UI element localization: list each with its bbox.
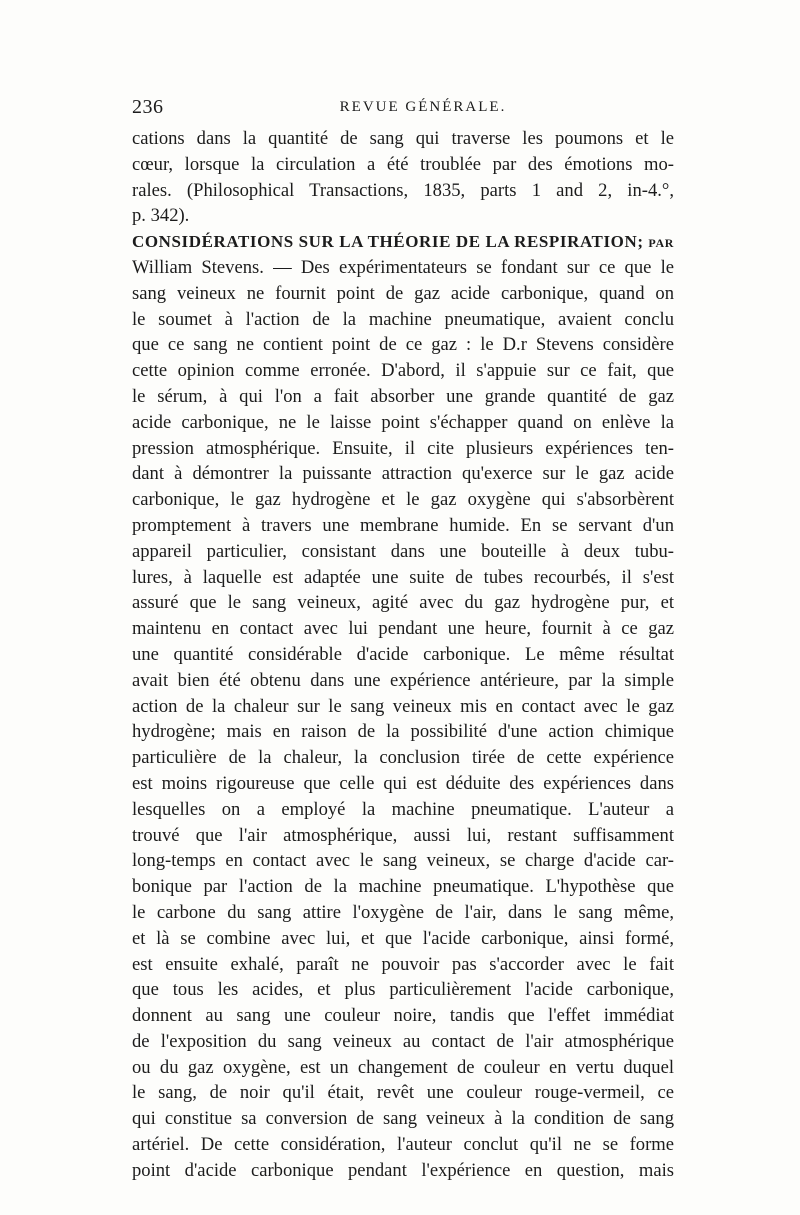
text-line: rales. (Philosophical Transactions, 1835, parts 1 and 2, in-4.°, xyxy=(132,179,674,201)
text-line: le sang, de noir qu'il était, revêt une couleur rouge-vermeil, ce xyxy=(132,1082,674,1104)
text-line: hydrogène; mais en raison de la possibilité d'une action chimique xyxy=(132,721,674,743)
text-line: lesquelles on a employé la machine pneumatique. L'auteur a xyxy=(132,798,674,820)
text-line: assuré que le sang veineux, agité avec du gaz hydrogène pur, et xyxy=(132,592,674,614)
text-line: et là se combine avec lui, et que l'acide carbonique, ainsi formé, xyxy=(132,927,674,949)
text-line: maintenu en contact avec lui pendant une heure, fournit à ce gaz xyxy=(132,618,674,640)
text-line: action de la chaleur sur le sang veineux mis en contact avec le gaz xyxy=(132,695,674,717)
text-line: donnent au sang une couleur noire, tandis que l'effet immédiat xyxy=(132,1005,674,1027)
text-line: cœur, lorsque la circulation a été troublée par des émotions mo- xyxy=(132,153,674,175)
text-line: que tous les acides, et plus particulièrement l'acide carbonique, xyxy=(132,979,674,1001)
text-line: est ensuite exhalé, paraît ne pouvoir pas s'accorder avec le fait xyxy=(132,953,674,975)
page-number: 236 xyxy=(132,96,164,118)
text-line: pression atmosphérique. Ensuite, il cite plusieurs expériences ten- xyxy=(132,437,674,459)
text-line: carbonique, le gaz hydrogène et le gaz oxygène qui s'absorbèrent xyxy=(132,489,674,511)
text-line: acide carbonique, ne le laisse point s'échapper quand on enlève la xyxy=(132,411,674,433)
text-line: promptement à travers une membrane humide. En se servant d'un xyxy=(132,514,674,536)
text-line: lures, à laquelle est adaptée une suite de tubes recourbés, il s'est xyxy=(132,566,674,588)
text-line: le sérum, à qui l'on a fait absorber une grande quantité de gaz xyxy=(132,385,674,407)
text-line: William Stevens. — Des expérimentateurs se fondant sur ce que le xyxy=(132,256,674,278)
text-line: bonique par l'action de la machine pneumatique. L'hypothèse que xyxy=(132,876,674,898)
text-line: artériel. De cette considération, l'auteur conclut qu'il ne se forme xyxy=(132,1134,674,1156)
text-line: le carbone du sang attire l'oxygène de l'air, dans le sang même, xyxy=(132,901,674,923)
text-line: avait bien été obtenu dans une expérience antérieure, par la simple xyxy=(132,669,674,691)
text-line: est moins rigoureuse que celle qui est déduite des expériences dans xyxy=(132,772,674,794)
text-line: cette opinion comme erronée. D'abord, il s'appuie sur ce fait, que xyxy=(132,360,674,382)
text-line: qui constitue sa conversion de sang veineux à la condition de sang xyxy=(132,1108,674,1130)
body-text xyxy=(132,126,674,1184)
text-line: long-temps en contact avec le sang veineux, se charge d'acide car- xyxy=(132,850,674,872)
text-line: particulière de la chaleur, la conclusion tirée de cette expérience xyxy=(132,747,674,769)
text-line: une quantité considérable d'acide carbonique. Le même résultat xyxy=(132,643,674,665)
text-line: ou du gaz oxygène, est un changement de couleur en vertu duquel xyxy=(132,1056,674,1078)
page-header xyxy=(132,96,674,122)
section-heading: CONSIDÉRATIONS SUR LA THÉORIE DE LA RESPIRATION; par xyxy=(132,232,674,252)
text-line: que ce sang ne contient point de ce gaz : le D.r Stevens considère xyxy=(132,334,674,356)
text-line: sang veineux ne fournit point de gaz acide carbonique, quand on xyxy=(132,282,674,304)
text-line: cations dans la quantité de sang qui traverse les poumons et le xyxy=(132,128,674,149)
text-line: point d'acide carbonique pendant l'expérience en question, mais xyxy=(132,1159,674,1181)
text-line: le soumet à l'action de la machine pneumatique, avaient conclu xyxy=(132,308,674,330)
running-head: REVUE GÉNÉRALE. xyxy=(339,99,507,115)
text-line: p. 342). xyxy=(132,205,190,227)
text-line: trouvé que l'air atmosphérique, aussi lui, restant suffisamment xyxy=(132,824,674,846)
text-line: appareil particulier, consistant dans une bouteille à deux tubu- xyxy=(132,540,674,562)
text-line: dant à démontrer la puissante attraction qu'exerce sur le gaz acide xyxy=(132,463,674,485)
text-line: de l'exposition du sang veineux au contact de l'air atmosphérique xyxy=(132,1030,674,1052)
